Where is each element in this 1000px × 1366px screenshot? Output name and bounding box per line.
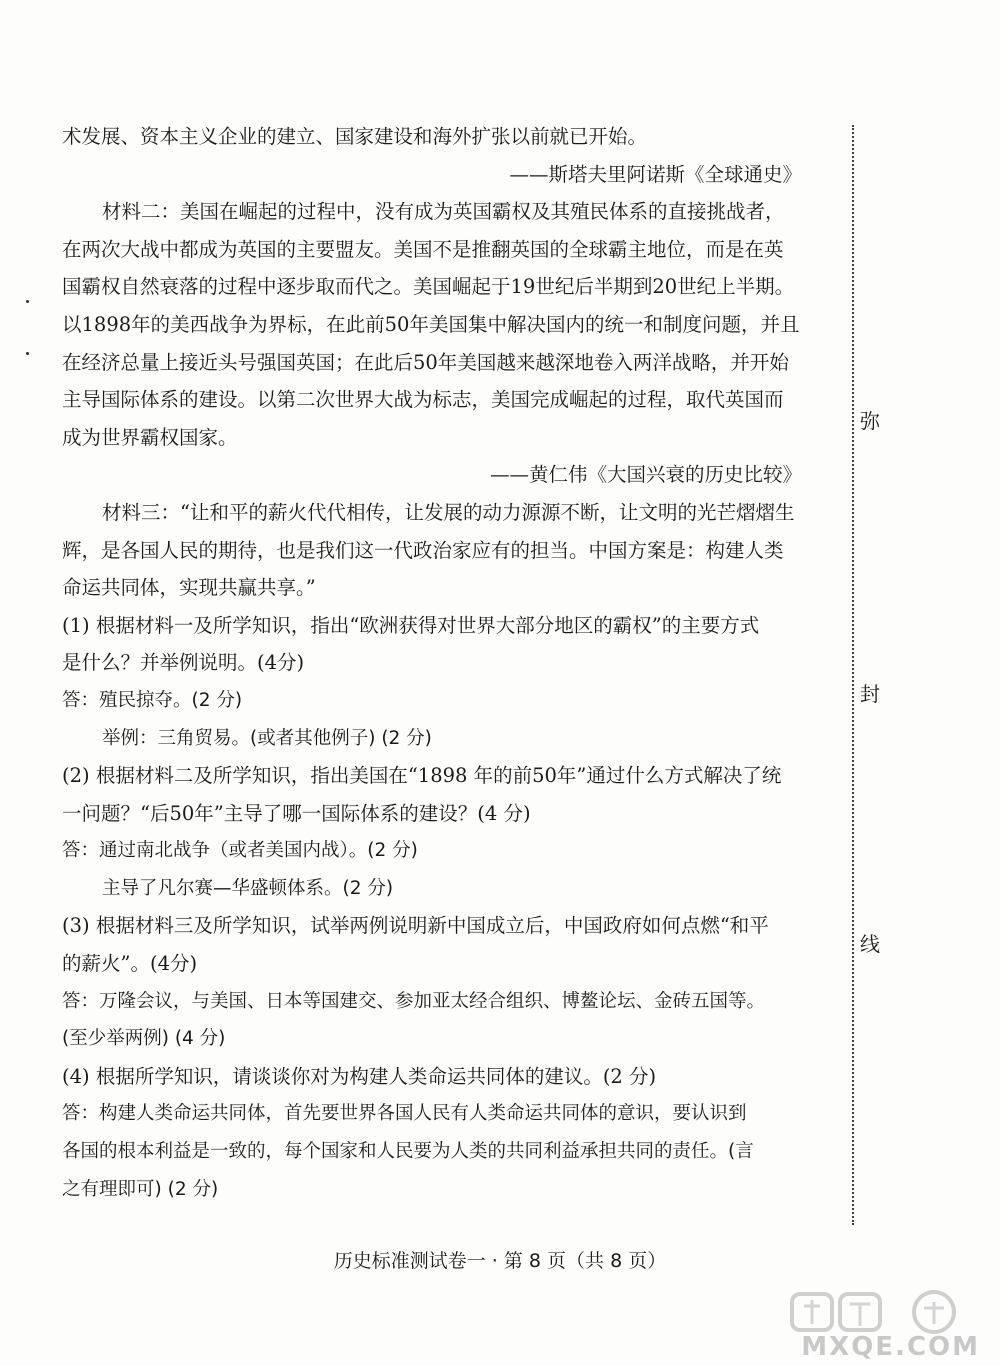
text-line: (2) 根据材料二及所学知识，指出美国在“1898 年的前50年”通过什么方式解决了统 — [62, 764, 782, 788]
text-line: 辉，是各国人民的期待，也是我们这一代政治家应有的担当。中国方案是：构建人类 — [62, 538, 784, 562]
answer-line: 各国的根本利益是一致的，每个国家和人民要为人类的共同利益承担共同的责任。(言 — [62, 1141, 754, 1163]
answer-line: 主导了凡尔赛—华盛顿体系。(2 分) — [102, 877, 394, 899]
text-line: 在经济总量上接近头号强国英国；在此后50年美国越来越深地卷入两洋战略，并开始 — [62, 350, 789, 374]
answer-line: 答：万隆会议，与美国、日本等国建交、参加亚太经合组织、博鳌论坛、金砖五国等。 — [62, 990, 766, 1012]
text-line: 在两次大战中都成为英国的主要盟友。美国不是推翻英国的全球霸主地位，而是在英 — [62, 237, 784, 261]
answer-line: 答：殖民掠夺。(2 分) — [62, 689, 243, 711]
seal-dotted-line — [852, 125, 854, 1225]
seal-char-mi: 弥 — [860, 409, 880, 433]
margin-mark — [26, 300, 29, 303]
text-line: (4) 根据所学知识，请谈谈你对为构建人类命运共同体的建议。(2 分) — [62, 1064, 657, 1088]
watermark — [780, 1290, 980, 1362]
text-line: (3) 根据材料三及所学知识，试举两例说明新中国成立后，中国政府如何点燃“和平 — [62, 914, 769, 938]
citation-line: ——黄仁伟《大国兴衰的历史比较》 — [489, 463, 802, 487]
answer-line: 答：通过南北战争（或者美国内战）。(2 分) — [62, 840, 418, 862]
text-line: 的薪火”。(4分) — [62, 952, 198, 976]
text-line: 成为世界霸权国家。 — [62, 425, 238, 449]
page-footer: 历史标准测试卷一 · 第 8 页（共 8 页） — [333, 1250, 667, 1272]
citation-line: ——斯塔夫里阿诺斯《全球通史》 — [509, 162, 802, 186]
watermark-text: MXQE.COM — [801, 1332, 980, 1362]
answer-line: (至少举两例) (4 分) — [62, 1028, 226, 1050]
text-line: 主导国际体系的建设。以第二次世界大战为标志，美国完成崛起的过程，取代英国而 — [62, 388, 784, 412]
answer-line: 答：构建人类命运共同体，首先要世界各国人民有人类命运共同体的意识，要认识到 — [62, 1103, 747, 1125]
watermark-logo-icon — [784, 1290, 974, 1334]
text-line: 是什么？并举例说明。(4分) — [62, 651, 305, 675]
seal-char-feng: 封 — [860, 682, 880, 706]
text-line: 命运共同体，实现共赢共享。” — [62, 576, 316, 600]
margin-mark — [26, 352, 29, 355]
answer-line: 举例：三角贸易。(或者其他例子) (2 分) — [102, 727, 432, 749]
text-line: 材料三：“让和平的薪火代代相传，让发展的动力源源不断，让文明的光芒熠熠生 — [102, 500, 795, 524]
seal-char-xian: 线 — [860, 932, 880, 956]
text-line: 一问题？“后50年”主导了哪一国际体系的建设？(4 分) — [62, 801, 531, 825]
page-content — [62, 118, 802, 1208]
text-line: (1) 根据材料一及所学知识，指出“欧洲获得对世界大部分地区的霸权”的主要方式 — [62, 613, 760, 637]
text-line: 术发展、资本主义企业的建立、国家建设和海外扩张以前就已开始。 — [62, 125, 648, 148]
text-line: 材料二：美国在崛起的过程中，没有成为英国霸权及其殖民体系的直接挑战者， — [102, 200, 785, 224]
text-line: 国霸权自然衰落的过程中逐步取而代之。美国崛起于19世纪后半期到20世纪上半期。 — [62, 275, 795, 299]
text-line: 以1898年的美西战争为界标，在此前50年美国集中解决国内的统一和制度问题，并且 — [62, 312, 800, 336]
answer-line: 之有理即可) (2 分) — [62, 1178, 219, 1200]
